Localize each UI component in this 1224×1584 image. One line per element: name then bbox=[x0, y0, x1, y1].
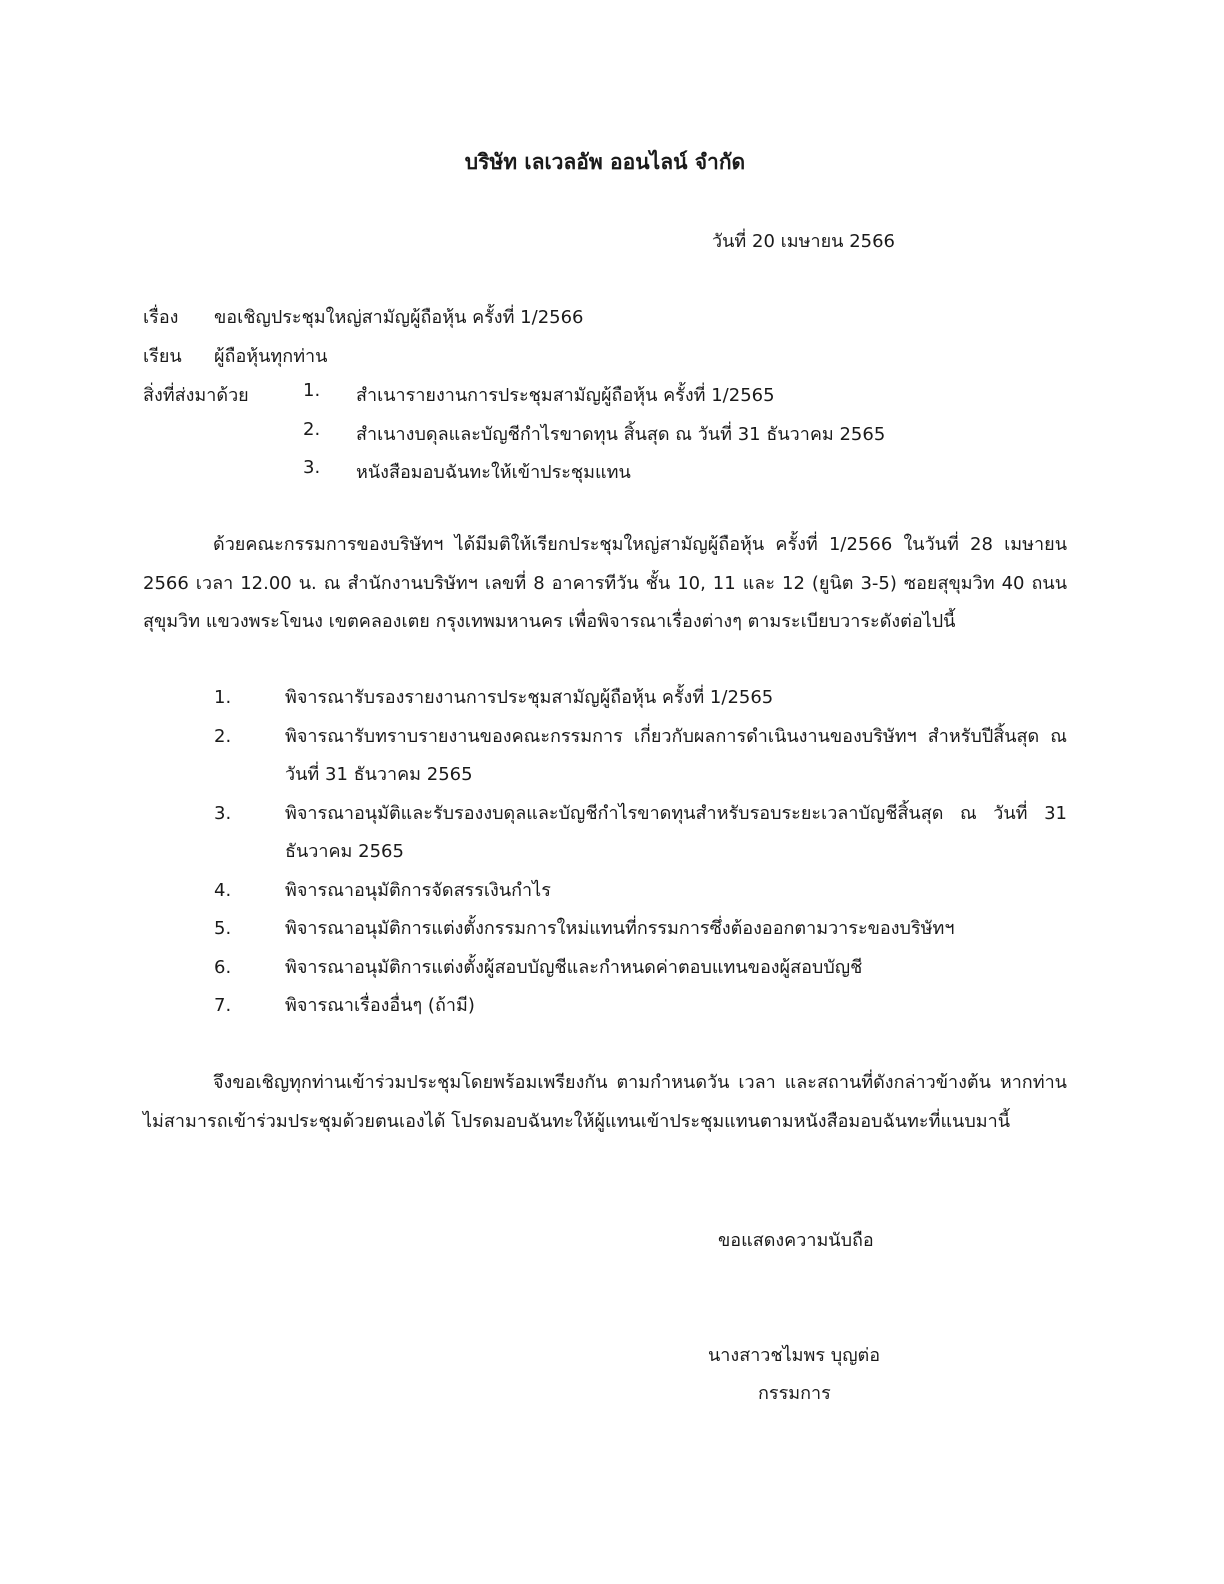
agenda-item bbox=[143, 987, 1067, 1026]
enclosures-label: สิ่งที่ส่งมาด้วย bbox=[143, 385, 249, 406]
invitation-paragraph-text: จึงขอเชิญทุกท่านเข้าร่วมประชุมโดยพร้อมเพรียงกัน ตามกำหนดวัน เวลา และสถานที่ดังกล่าวข้างต้น หากท่านไม่สามารถเข้าร่วมประชุมด้วยตนเองได้ โปรดมอบฉันทะให้ผู้แทนเข้าประชุมแทนตามหนังสือมอบฉันทะที่แนบมานี้ bbox=[143, 1072, 1067, 1132]
subject-label: เรื่อง bbox=[143, 307, 179, 328]
agenda-item bbox=[143, 795, 1067, 872]
signer-position: กรรมการ bbox=[758, 1383, 831, 1404]
enclosure-item: สำเนารายงานการประชุมสามัญผู้ถือหุ้น ครั้งที่ 1/2565 bbox=[356, 385, 775, 406]
agenda-number: 1. bbox=[214, 687, 232, 708]
subject-text: ขอเชิญประชุมใหญ่สามัญผู้ถือหุ้น ครั้งที่ 1/2566 bbox=[214, 307, 584, 328]
letter-date: วันที่ 20 เมษายน 2566 bbox=[712, 231, 895, 252]
agenda-text: พิจารณารับรองรายงานการประชุมสามัญผู้ถือหุ้น ครั้งที่ 1/2565 bbox=[285, 687, 774, 708]
agenda-number: 6. bbox=[214, 956, 232, 978]
agenda-item bbox=[143, 679, 1067, 718]
agenda-item bbox=[143, 949, 1067, 988]
company-name: บริษัท เลเวลอัพ ออนไลน์ จำกัด bbox=[464, 150, 746, 174]
agenda-item bbox=[143, 872, 1067, 911]
invitation-paragraph bbox=[143, 1064, 1067, 1141]
intro-paragraph-text: ด้วยคณะกรรมการของบริษัทฯ ได้มีมติให้เรียกประชุมใหญ่สามัญผู้ถือหุ้น ครั้งที่ 1/2566 ในวันที่ 28 เมษายน 2566 เวลา 12.00 น. ณ สำนักงานบริษัทฯ เลขที่ 8 อาคารทีวัน ชั้น 10, 11 และ 12 (ยูนิต 3-5) ซอยสุขุมวิท 40 ถนนสุขุมวิท แขวงพระโขนง เขตคลองเตย กรุงเทพมหานคร เพื่อพิจารณาเรื่องต่างๆ ตามระเบียบวาระดังต่อไปนี้ bbox=[143, 534, 1067, 632]
enclosure-item: หนังสือมอบฉันทะให้เข้าประชุมแทน bbox=[356, 462, 631, 483]
agenda-number: 3. bbox=[214, 802, 232, 824]
intro-paragraph bbox=[143, 526, 1067, 642]
agenda-text: พิจารณาอนุมัติและรับรองงบดุลและบัญชีกำไรขาดทุนสำหรับรอบระยะเวลาบัญชีสิ้นสุด ณ วันที่ 31 ธันวาคม 2565 bbox=[285, 802, 1067, 862]
agenda-text: พิจารณาอนุมัติการแต่งตั้งผู้สอบบัญชีและกำหนดค่าตอบแทนของผู้สอบบัญชี bbox=[285, 956, 863, 978]
agenda-text: พิจารณาอนุมัติการแต่งตั้งกรรมการใหม่แทนที่กรรมการซึ่งต้องออกตามวาระของบริษัทฯ bbox=[285, 918, 955, 939]
enclosure-number: 1. bbox=[303, 380, 321, 401]
closing-salutation: ขอแสดงความนับถือ bbox=[718, 1230, 874, 1251]
agenda-list bbox=[143, 679, 1067, 1026]
agenda-text: พิจารณาอนุมัติการจัดสรรเงินกำไร bbox=[285, 879, 551, 901]
agenda-item bbox=[143, 718, 1067, 795]
agenda-item bbox=[143, 910, 1067, 949]
recipient-label: เรียน bbox=[143, 346, 182, 367]
enclosure-number: 2. bbox=[303, 419, 321, 440]
signer-name: นางสาวชไมพร บุญต่อ bbox=[708, 1345, 881, 1366]
agenda-number: 5. bbox=[214, 918, 232, 939]
agenda-number: 2. bbox=[214, 725, 232, 747]
enclosure-number: 3. bbox=[303, 457, 321, 478]
recipient-text: ผู้ถือหุ้นทุกท่าน bbox=[214, 346, 328, 367]
agenda-text: พิจารณารับทราบรายงานของคณะกรรมการ เกี่ยวกับผลการดำเนินงานของบริษัทฯ สำหรับปีสิ้นสุด ณ วันที่ 31 ธันวาคม 2565 bbox=[285, 725, 1067, 785]
agenda-number: 7. bbox=[214, 995, 232, 1016]
enclosure-item: สำเนางบดุลและบัญชีกำไรขาดทุน สิ้นสุด ณ วันที่ 31 ธันวาคม 2565 bbox=[356, 424, 886, 445]
agenda-text: พิจารณาเรื่องอื่นๆ (ถ้ามี) bbox=[285, 995, 475, 1016]
agenda-number: 4. bbox=[214, 879, 232, 901]
